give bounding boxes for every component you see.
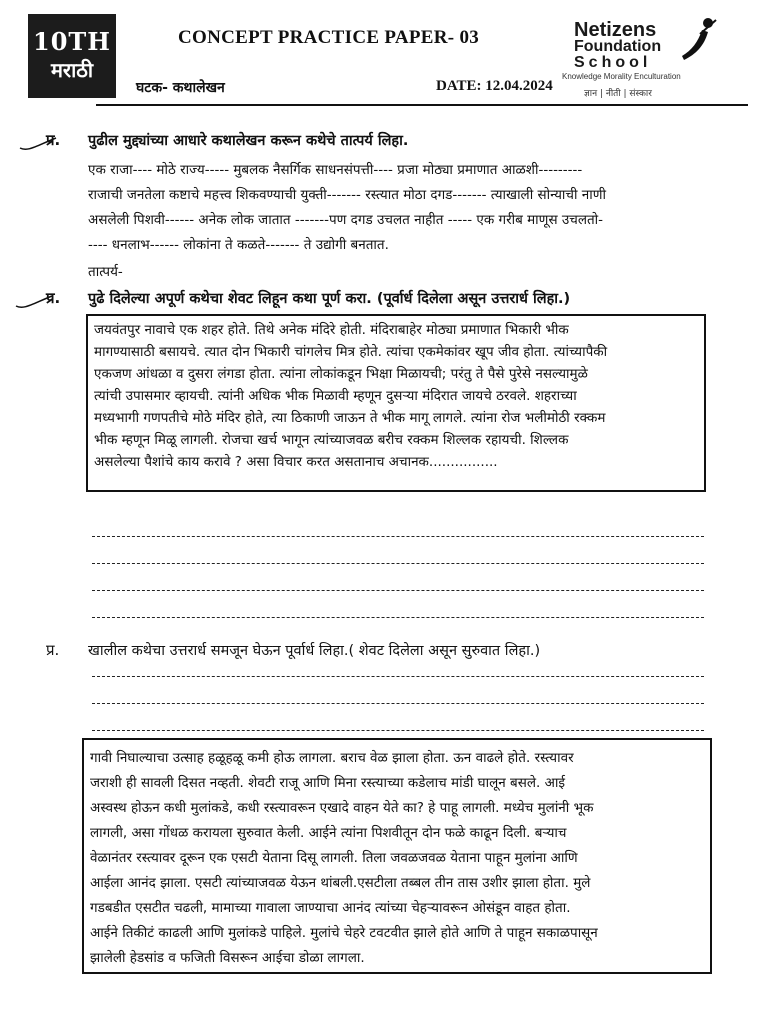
logo-values: ज्ञान | नीती | संस्कार [584, 89, 652, 99]
question-3-prompt: खालील कथेचा उत्तरार्ध समजून घेऊन पूर्वार्ध लिहा.( शेवट दिलेला असून सुरुवात लिहा.) [88, 643, 541, 659]
question-1-mark: प्र. [46, 131, 61, 149]
question-3-story-box [82, 738, 712, 974]
answer-line [92, 730, 704, 731]
story-line: असलेल्या पैशांचे काय करावे ? असा विचार करत असतानाच अचानक................ [94, 454, 498, 470]
story-line: अस्वस्थ होऊन कधी मुलांकडे, कधी रस्त्यावरून एखादे वाहन येते का? हे पाहू लागली. मध्येच मुलांनी भूक [90, 800, 594, 816]
question-1-line: ---- धनलाभ------ लोकांना ते कळते------- ते उद्योगी बनतात. [88, 237, 389, 253]
story-line: गावी निघाल्याचा उत्साह हळूहळू कमी होऊ लागला. बराच वेळ झाला होता. ऊन वाढले होते. रस्त्यावर [90, 750, 574, 766]
story-line: वेळानंतर रस्त्यावर दूरून एक एसटी येताना दिसू लागली. तिला जवळजवळ येताना पाहून मुलांना आणि [90, 850, 578, 866]
logo-line-3: School [574, 54, 652, 71]
answer-line [92, 590, 704, 591]
question-2-mark: प्र. [46, 289, 61, 307]
school-logo [560, 14, 750, 104]
paper-date: DATE: 12.04.2024 [436, 78, 553, 94]
question-1-prompt: पुढील मुद्द्यांच्या आधारे कथालेखन करून कथेचे तात्पर्य लिहा. [88, 133, 409, 149]
story-line: आईने तिकीटं काढली आणि मुलांकडे पाहिले. मुलांचे चेहरे टवटवीत झाले होते आणि ते पाहून सकाळपासून [90, 925, 598, 941]
answer-line [92, 676, 704, 677]
story-line: मध्यभागी गणपतीचे मोठे मंदिर होते, त्या ठिकाणी जाऊन ते भीक मागू लागले. त्यांना रोज भलीमोठी रक्कम [94, 410, 606, 426]
logo-line-2: Foundation [574, 38, 662, 55]
badge-class: 10TH [33, 27, 111, 56]
logo-tagline: Knowledge Morality Enculturation [562, 72, 681, 81]
story-line: एकजण आंधळा व दुसरा लंगडा होता. त्यांना लोकांकडून भिक्षा मिळायची; परंतु ते पैसे पुरेसे नसल्यामुळे [94, 366, 588, 382]
paper-subject: घटक- कथालेखन [136, 80, 225, 96]
logo-line-1: Netizens [574, 19, 657, 41]
answer-line [92, 536, 704, 537]
question-1-line: असलेली पिशवी------ अनेक लोक जातात -------पण दगड उचलत नाहीत ----- एक गरीब माणूस उचलतो- [88, 212, 604, 228]
moral-label: तात्पर्य- [88, 264, 123, 280]
answer-line [92, 703, 704, 704]
story-line: जराशी ही सावली दिसत नव्हती. शेवटी राजू आणि मिना रस्त्याच्या कडेलाच मांडी घालून बसले. आई [90, 775, 566, 791]
badge-subject: मराठी [50, 58, 94, 82]
story-line: झालेली हेडसांड व फजिती विसरून आईचा डोळा लागला. [90, 950, 365, 966]
answer-line [92, 563, 704, 564]
question-1-line: एक राजा---- मोठे राज्य----- मुबलक नैसर्गिक साधनसंपत्ती---- प्रजा मोठ्या प्रमाणात आळशी--------- [88, 162, 583, 178]
person-icon [678, 16, 718, 62]
story-line: मागण्यासाठी बसायचे. त्यात दोन भिकारी चांगलेच मित्र होते. त्यांचा एकमेकांवर खूप जीव होता. त्यांच्यापैकी [94, 344, 608, 360]
question-2-story-box [86, 314, 706, 492]
story-line: त्यांची उपासमार व्हायची. त्यांनी अधिक भीक मिळावी म्हणून दुसऱ्या मंदिरात जायचे ठरवले. शहराच्या [94, 388, 577, 404]
question-2-prompt: पुढे दिलेल्या अपूर्ण कथेचा शेवट लिहून कथा पूर्ण करा. (पूर्वार्ध दिलेला असून उत्तरार्ध लिहा.) [88, 291, 571, 307]
story-line: गडबडीत एसटीत चढली, मामाच्या गावाला जाण्याचा आनंद त्यांच्या चेहऱ्यावरून ओसंडून वाहत होता. [90, 900, 571, 916]
paper-title: CONCEPT PRACTICE PAPER- 03 [178, 27, 480, 48]
question-1-line: राजाची जनतेला कष्टाचे महत्त्व शिकवण्याची युक्ती------- रस्त्यात मोठा दगड------- त्याखाली सोन्याची नाणी [88, 187, 607, 203]
header-divider [96, 104, 748, 106]
story-line: जयवंतपुर नावाचे एक शहर होते. तिथे अनेक मंदिरे होती. मंदिराबाहेर मोठ्या प्रमाणात भिकारी भीक [94, 322, 569, 338]
subject-badge [28, 14, 116, 98]
story-line: भीक म्हणून मिळू लागली. रोजचा खर्च भागून त्यांच्याजवळ बरीच रक्कम शिल्लक रहायची. शिल्लक [94, 432, 569, 448]
answer-line [92, 617, 704, 618]
story-line: लागली, असा गोंधळ करायला सुरुवात केली. आईने त्यांना पिशवीतून दोन फळे काढून दिली. बऱ्याच [90, 825, 567, 841]
story-line: आईला आनंद झाला. एसटी त्यांच्याजवळ येऊन थांबली.एसटीला तब्बल तीन तास उशीर झाला होता. मुले [90, 875, 591, 891]
question-3-mark: प्र. [46, 641, 60, 659]
